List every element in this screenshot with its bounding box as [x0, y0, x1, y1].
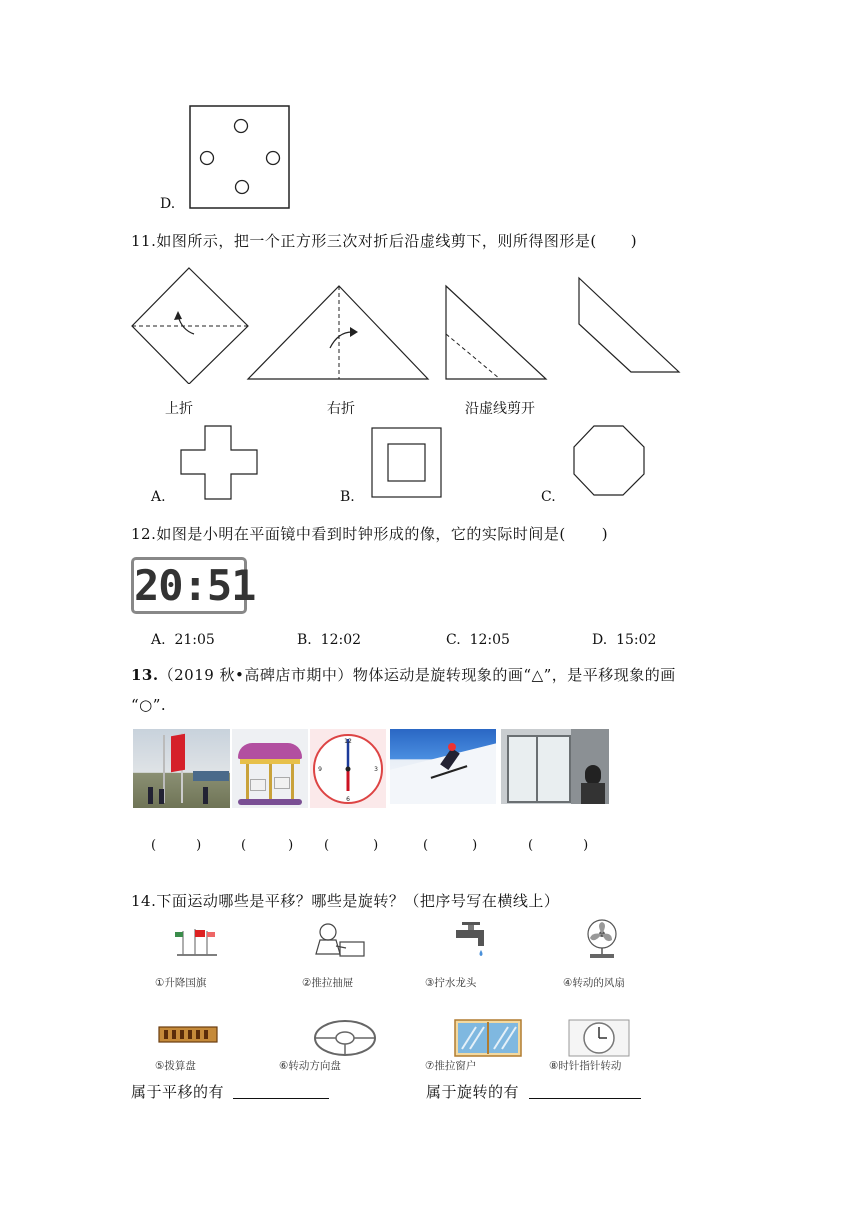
right-triangle-cut: [446, 286, 546, 379]
q11-option-a[interactable]: A.: [151, 489, 166, 505]
item-caption-7: ⑦推拉窗户: [425, 1060, 477, 1072]
q13-answer-blank-1[interactable]: ( ): [151, 838, 202, 853]
q10-option-d-label[interactable]: D.: [160, 196, 176, 212]
q11-option-b[interactable]: B.: [340, 489, 355, 505]
translation-label: 属于平移的有: [131, 1083, 225, 1101]
q11-question-text: 11.如图所示，把一个正方形三次对折后沿虚线剪下，则所得图形是( ): [131, 232, 638, 250]
folded-triangle: [248, 286, 428, 379]
step-label-cut: 沿虚线剪开: [465, 401, 535, 417]
q13-question-line1: 13.（2019 秋•高碑店市期中）物体运动是旋转现象的画“△”，是平移现象的画: [131, 666, 676, 684]
q12-question-text: 12.如图是小明在平面镜中看到时钟形成的像，它的实际时间是( ): [131, 525, 609, 543]
svg-text:12: 12: [344, 738, 352, 745]
translation-answer-line[interactable]: [233, 1097, 329, 1099]
mirror-clock-digits: 20:51: [134, 561, 256, 610]
item-caption-8: ⑧时针指针转动: [549, 1060, 622, 1072]
abacus-icon: [158, 1024, 218, 1044]
q12-option-c[interactable]: C. 12:05: [446, 632, 510, 648]
q11-option-c[interactable]: C.: [541, 489, 556, 505]
flag-raising-icon: [171, 925, 223, 957]
q11-option-a-cross: [178, 424, 260, 502]
steering-wheel-icon: [305, 1016, 385, 1058]
mirror-clock-display: [131, 557, 256, 614]
svg-text:9: 9: [318, 766, 322, 773]
photo-flag-raising: [133, 729, 230, 808]
item-caption-6: ⑥转动方向盘: [279, 1060, 341, 1072]
svg-text:3: 3: [374, 766, 378, 773]
q13-answer-blank-5[interactable]: ( ): [528, 838, 589, 853]
q13-answer-blank-3[interactable]: ( ): [324, 838, 379, 853]
item-caption-4: ④转动的风扇: [563, 977, 625, 989]
q12-option-a[interactable]: A. 21:05: [151, 632, 215, 648]
q13-question-line2: “○”.: [131, 696, 167, 714]
clock-icon: [568, 1019, 630, 1057]
photo-carousel: [232, 729, 308, 808]
q11-option-b-square-frame: [370, 426, 444, 500]
q11-fold-steps-figure: [128, 264, 688, 384]
photo-skier: [390, 729, 496, 804]
q13-answer-blank-4[interactable]: ( ): [423, 838, 478, 853]
translation-answer-row: [131, 1081, 224, 1102]
q11-option-c-octagon: [571, 424, 647, 498]
window-icon: [454, 1019, 522, 1057]
rotation-label: 属于旋转的有: [426, 1083, 520, 1101]
q13-answer-blank-2[interactable]: ( ): [241, 838, 294, 853]
faucet-icon: [454, 920, 500, 958]
step-label-fold-right: 右折: [327, 401, 355, 417]
item-caption-2: ②推拉抽屉: [302, 977, 354, 989]
photo-window: [501, 729, 609, 804]
q12-option-d[interactable]: D. 15:02: [592, 632, 657, 648]
drawer-icon: [306, 920, 366, 958]
cut-strip: [579, 278, 679, 372]
photo-wall-clock: [310, 729, 386, 808]
svg-text:6: 6: [346, 796, 350, 803]
item-caption-1: ①升降国旗: [155, 977, 207, 989]
rotation-answer-line[interactable]: [529, 1097, 641, 1099]
fan-icon: [578, 918, 626, 960]
item-caption-5: ⑤拨算盘: [155, 1060, 196, 1072]
q12-option-b[interactable]: B. 12:02: [297, 632, 362, 648]
q10-option-d-figure: [188, 104, 292, 212]
rotation-answer-row: [426, 1081, 519, 1102]
item-caption-3: ③拧水龙头: [425, 977, 477, 989]
step-label-fold-up: 上折: [165, 401, 193, 417]
q14-question-text: 14.下面运动哪些是平移？哪些是旋转？（把序号写在横线上）: [131, 892, 560, 910]
